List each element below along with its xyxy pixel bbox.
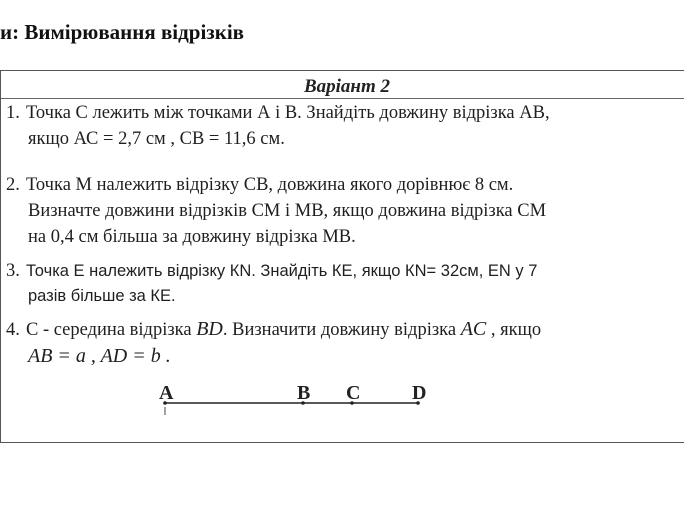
top-border (0, 70, 684, 71)
task-text: . Визначити довжину відрізка (222, 320, 461, 340)
task-text: Визначте довжини відрізків СМ і МВ, якщо довжина відрізка СМ (28, 201, 547, 221)
variant-divider (0, 98, 684, 99)
task-formula: AB = a , AD = b . (28, 345, 171, 367)
task-text: Точка М належить відрізку СВ, довжина якого дорівнює 8 см. (26, 175, 514, 195)
task-text: Точка Е належить відрізку КN. Знайдіть КЕ, якщо КN= 32см, ЕN у 7 (26, 262, 538, 280)
page-title: и: Вимірювання відрізків (0, 20, 244, 44)
task-text: якщо АС = 2,7 см , СВ = 11,6 см. (28, 129, 285, 149)
task-number: 4. (6, 320, 20, 340)
task-text: С - середина відрізка (26, 320, 197, 340)
task-2 (6, 172, 678, 250)
task-number: 2. (6, 175, 20, 195)
bottom-border (0, 442, 684, 443)
task-text: разів більше за КЕ. (28, 287, 176, 305)
task-4 (6, 316, 678, 369)
task-1 (6, 100, 678, 152)
segment-bd: BD (196, 318, 223, 340)
segment-diagram (0, 378, 684, 423)
task-text: Точка С лежить між точками А і В. Знайдіть довжину відрізка АВ, (26, 103, 550, 123)
task-number: 1. (6, 103, 20, 123)
point-b-label: B (297, 382, 311, 404)
point-a-label: A (159, 382, 174, 404)
task-text: на 0,4 см більша за довжину відрізка МВ. (28, 227, 356, 247)
task-number: 3. (6, 261, 20, 281)
task-text: , якщо (486, 320, 542, 340)
point-c-label: C (346, 382, 361, 404)
point-d-label: D (412, 382, 427, 404)
variant-label: Варіант 2 (303, 76, 391, 97)
segment-ac: AC (460, 318, 487, 340)
task-3 (6, 258, 678, 308)
